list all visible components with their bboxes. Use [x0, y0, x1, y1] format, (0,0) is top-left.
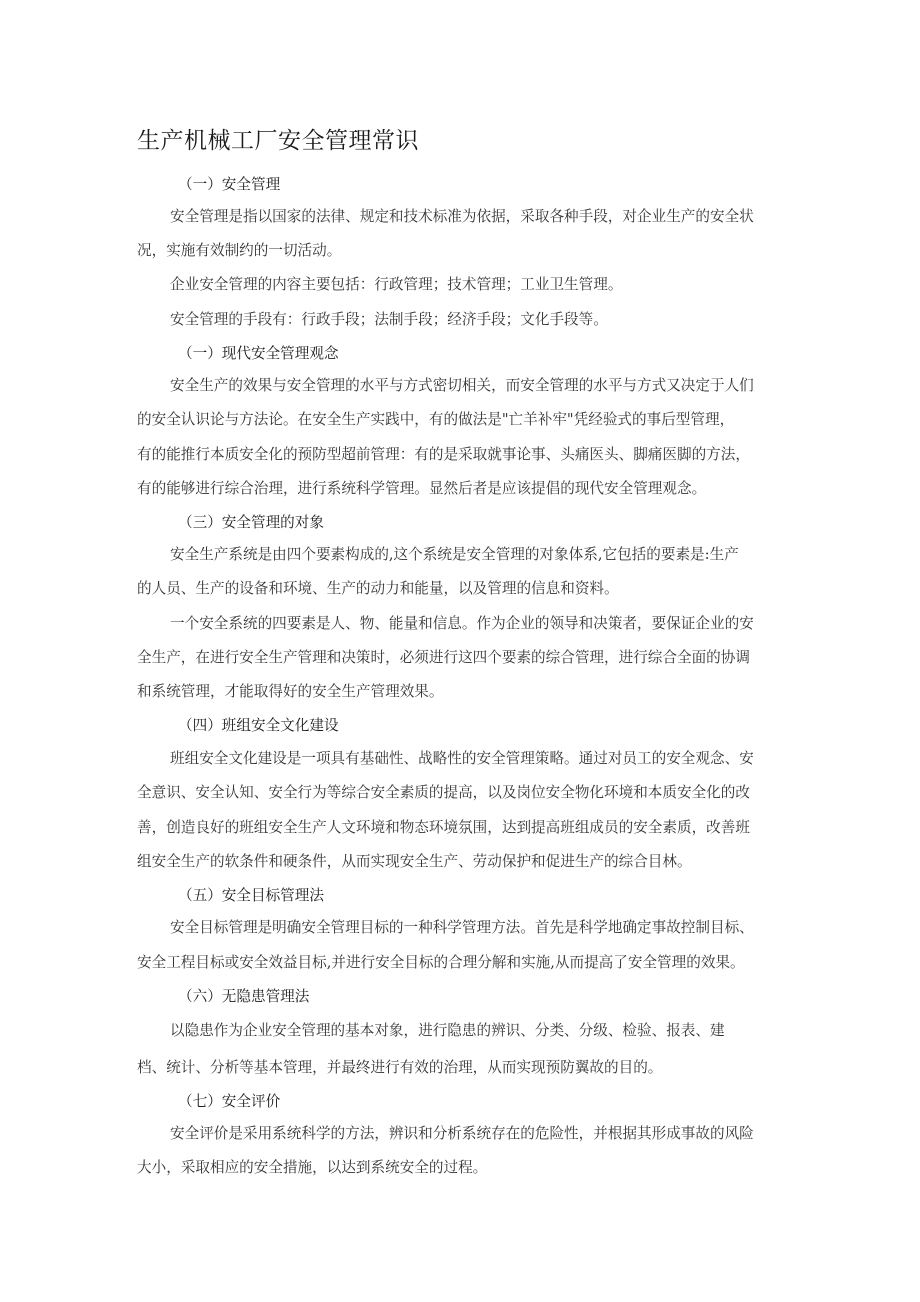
paragraph-line: 善，创造良好的班组安全生产人文环境和物态环境氛围，达到提高班组成员的安全素质，改善班: [137, 819, 750, 836]
paragraph-line: 全生产，在进行安全生产管理和决策时，必须进行这四个要素的综合管理，进行综合全面的协调: [137, 649, 750, 666]
paragraph-line: 大小，采取相应的安全措施，以达到系统安全的过程。: [137, 1159, 488, 1176]
section-heading-target-management: （五）安全目标管理法: [178, 887, 324, 904]
section-heading-management-object: （三）安全管理的对象: [178, 514, 324, 531]
paragraph-line: 和系统管理，才能取得好的安全生产管理效果。: [137, 683, 444, 700]
paragraph-line: 安全管理是指以国家的法律、规定和技术标准为依据，采取各种手段，对企业生产的安全状: [170, 208, 754, 225]
paragraph-line: 安全生产的效果与安全管理的水平与方式密切相关，而安全管理的水平与方式又决定于人们: [170, 377, 754, 394]
paragraph-line: 全意识、安全认知、安全行为等综合安全素质的提高，以及岗位安全物化环境和本质安全化的改: [137, 784, 750, 801]
paragraph-line: 以隐患作为企业安全管理的基本对象，进行隐患的辨识、分类、分级、检验、报表、建: [170, 1022, 725, 1039]
section-heading-hazard-management: （六）无隐患管理法: [178, 988, 310, 1005]
paragraph-line: 况，实施有效制约的一切活动。: [137, 242, 342, 259]
section-heading-safety-evaluation: （七）安全评价: [178, 1093, 281, 1110]
section-heading-safety-management: （一）安全管理: [178, 176, 281, 193]
paragraph-line: 安全评价是采用系统科学的方法，辨识和分析系统存在的危险性，并根据其形成事故的风险: [170, 1125, 754, 1142]
paragraph-line: 一个安全系统的四要素是人、物、能量和信息。作为企业的领导和决策者，要保证企业的安: [170, 615, 754, 632]
section-heading-modern-concept: （一）现代安全管理观念: [178, 345, 339, 362]
section-heading-team-safety-culture: （四）班组安全文化建设: [178, 717, 339, 734]
paragraph-line: 企业安全管理的内容主要包括：行政管理；技术管理；工业卫生管理。: [170, 276, 623, 293]
paragraph-line: 档、统计、分析等基本管理，并最终进行有效的治理，从而实现预防翼故的目的。: [137, 1059, 663, 1076]
paragraph-line: 有的能推行本质安全化的预防型超前管理：有的是采取就事论事、头痛医头、脚痛医脚的方法，: [137, 446, 750, 463]
paragraph-line: 安全工程目标或安全效益目标,并进行安全目标的合理分解和实施,从而提高了安全管理的效果。: [137, 954, 745, 971]
paragraph-line: 的安全认识论与方法论。在安全生产实践中，有的做法是"亡羊补牢"凭经验式的事后型管理，: [137, 411, 735, 428]
paragraph-line: 的人员、生产的设备和环境、生产的动力和能量，以及管理的信息和资料。: [137, 580, 619, 597]
document-title: 生产机械工厂安全管理常识: [137, 128, 419, 154]
paragraph-line: 安全目标管理是明确安全管理目标的一种科学管理方法。首先是科学地确定事故控制目标、: [170, 919, 754, 936]
paragraph-line: 安全生产系统是由四个要素构成的,这个系统是安全管理的对象体系,它包括的要素是:生产: [170, 546, 739, 563]
paragraph-line: 组安全生产的软条件和硬条件，从而实现安全生产、劳动保护和促进生产的综合目林。: [137, 853, 692, 870]
paragraph-line: 班组安全文化建设是一项具有基础性、战略性的安全管理策略。通过对员工的安全观念、安: [170, 750, 754, 767]
paragraph-line: 有的能够进行综合治理，进行系统科学管理。显然后者是应该提倡的现代安全管理观念。: [137, 480, 707, 497]
paragraph-line: 安全管理的手段有：行政手段；法制手段；经济手段；文化手段等。: [170, 311, 608, 328]
